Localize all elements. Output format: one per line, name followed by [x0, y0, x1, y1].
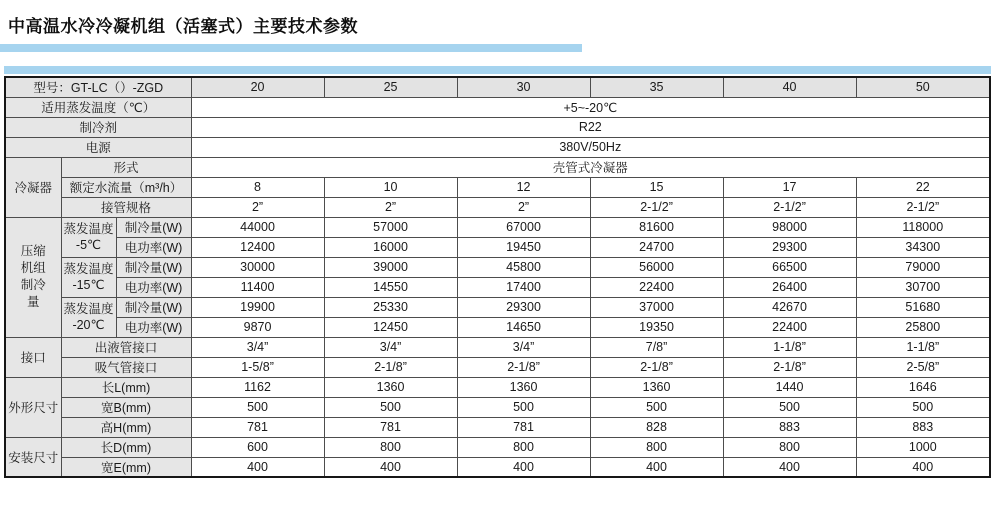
data-cell: 12450: [324, 317, 457, 337]
row-label: 接管规格: [61, 197, 191, 217]
data-cell: 500: [723, 397, 856, 417]
data-cell: 1-1/8”: [856, 337, 990, 357]
row-label: 出液管接口: [61, 337, 191, 357]
table-row-pipe-spec: [5, 197, 990, 217]
data-cell: 2-1/2”: [723, 197, 856, 217]
data-cell: 400: [856, 457, 990, 477]
data-cell: 500: [590, 397, 723, 417]
data-cell: 81600: [590, 217, 723, 237]
data-cell: 30700: [856, 277, 990, 297]
data-cell: 51680: [856, 297, 990, 317]
data-cell: 500: [191, 397, 324, 417]
data-cell: 10: [324, 177, 457, 197]
page-title: 中高温水冷冷凝机组（活塞式）主要技术参数: [8, 17, 358, 36]
table-accent-bar: [4, 66, 991, 74]
table-row-liquid-pipe: [5, 337, 990, 357]
table-row-capacity-minus5: [5, 217, 990, 237]
model-col-header: 20: [191, 77, 324, 97]
evap-temp-label: 蒸发温度: [63, 221, 114, 236]
data-cell: 17: [723, 177, 856, 197]
data-cell: 1-1/8”: [723, 337, 856, 357]
data-cell: 800: [457, 437, 590, 457]
table-row-refrigerant: [5, 117, 990, 137]
data-cell: 600: [191, 437, 324, 457]
row-label: 电源: [5, 137, 191, 157]
data-cell: 1-5/8”: [191, 357, 324, 377]
data-cell: 400: [723, 457, 856, 477]
data-cell: 67000: [457, 217, 590, 237]
data-cell: 1440: [723, 377, 856, 397]
data-cell: 3/4”: [324, 337, 457, 357]
table-row-length-d: [5, 437, 990, 457]
table-row-height-h: [5, 417, 990, 437]
data-cell: 34300: [856, 237, 990, 257]
evap-temp-value: -5℃: [75, 238, 102, 252]
data-cell: 2-1/8”: [590, 357, 723, 377]
data-cell: 12400: [191, 237, 324, 257]
data-cell: 17400: [457, 277, 590, 297]
group-label-condenser: 冷凝器: [5, 157, 61, 217]
row-label: 宽E(mm): [61, 457, 191, 477]
data-cell: 45800: [457, 257, 590, 277]
data-cell: 57000: [324, 217, 457, 237]
data-cell: 39000: [324, 257, 457, 277]
data-cell: 1360: [590, 377, 723, 397]
data-cell: 79000: [856, 257, 990, 277]
data-cell: 7/8”: [590, 337, 723, 357]
table-row-water-flow: [5, 177, 990, 197]
group-label-line: 制冷: [20, 278, 46, 292]
data-cell: 14650: [457, 317, 590, 337]
row-label: 高H(mm): [61, 417, 191, 437]
data-cell: 3/4”: [457, 337, 590, 357]
table-row-length-l: [5, 377, 990, 397]
row-label: 电功率(W): [116, 237, 191, 257]
data-cell: 30000: [191, 257, 324, 277]
row-label: 形式: [61, 157, 191, 177]
evap-temp-cell: [61, 257, 116, 297]
table-row-power-minus15: [5, 277, 990, 297]
data-cell: 24700: [590, 237, 723, 257]
evap-temp-label: 蒸发温度: [63, 261, 114, 276]
data-cell: 66500: [723, 257, 856, 277]
row-label: 电功率(W): [116, 277, 191, 297]
table-row-power-minus20: [5, 317, 990, 337]
data-cell: 500: [457, 397, 590, 417]
row-label: 制冷剂: [5, 117, 191, 137]
table-row-condenser-form: [5, 157, 990, 177]
data-cell: 29300: [457, 297, 590, 317]
data-cell: 19900: [191, 297, 324, 317]
table-row-width-e: [5, 457, 990, 477]
data-cell: 12: [457, 177, 590, 197]
row-label: 宽B(mm): [61, 397, 191, 417]
row-label: 制冷量(W): [116, 217, 191, 237]
data-cell: 1000: [856, 437, 990, 457]
table-row-capacity-minus15: [5, 257, 990, 277]
evap-temp-value: -20℃: [72, 318, 105, 332]
data-cell: 118000: [856, 217, 990, 237]
data-cell: 400: [457, 457, 590, 477]
data-cell: 1162: [191, 377, 324, 397]
data-cell: 22400: [590, 277, 723, 297]
data-cell: 8: [191, 177, 324, 197]
group-label-dimensions: 外形尺寸: [5, 377, 61, 437]
group-label-compressor: [5, 217, 61, 337]
title-accent-bar: [0, 44, 582, 52]
data-cell: 14550: [324, 277, 457, 297]
data-cell: 400: [324, 457, 457, 477]
data-cell: 800: [324, 437, 457, 457]
row-label: 长D(mm): [61, 437, 191, 457]
merged-value-cell: +5~-20℃: [191, 97, 990, 117]
table-row-suction-pipe: [5, 357, 990, 377]
evap-temp-label: 蒸发温度: [63, 301, 114, 316]
data-cell: 800: [590, 437, 723, 457]
group-label-connections: 接口: [5, 337, 61, 377]
data-cell: 781: [457, 417, 590, 437]
data-cell: 2-1/8”: [457, 357, 590, 377]
data-cell: 883: [856, 417, 990, 437]
data-cell: 883: [723, 417, 856, 437]
data-cell: 800: [723, 437, 856, 457]
group-label-installation: 安装尺寸: [5, 437, 61, 477]
data-cell: 29300: [723, 237, 856, 257]
data-cell: 22400: [723, 317, 856, 337]
model-label-cell: 型号：GT-LC（）-ZGD: [5, 77, 191, 97]
merged-value-cell: 380V/50Hz: [191, 137, 990, 157]
data-cell: 500: [856, 397, 990, 417]
data-cell: 26400: [723, 277, 856, 297]
model-col-header: 25: [324, 77, 457, 97]
evap-temp-cell: [61, 217, 116, 257]
data-cell: 1360: [324, 377, 457, 397]
merged-value-cell: 壳管式冷凝器: [191, 157, 990, 177]
model-col-header: 30: [457, 77, 590, 97]
spec-table: [4, 76, 991, 478]
evap-temp-value: -15℃: [72, 278, 105, 292]
table-row-header: [5, 77, 990, 97]
data-cell: 2-1/2”: [856, 197, 990, 217]
data-cell: 2-1/8”: [723, 357, 856, 377]
data-cell: 11400: [191, 277, 324, 297]
row-label: 制冷量(W): [116, 297, 191, 317]
data-cell: 2”: [191, 197, 324, 217]
row-label: 制冷量(W): [116, 257, 191, 277]
row-label: 长L(mm): [61, 377, 191, 397]
data-cell: 2-1/2”: [590, 197, 723, 217]
group-label-line: 量: [26, 294, 40, 309]
table-row-width-b: [5, 397, 990, 417]
row-label: 适用蒸发温度（℃）: [5, 97, 191, 117]
group-label-line: 压缩: [20, 244, 46, 259]
data-cell: 42670: [723, 297, 856, 317]
data-cell: 2”: [457, 197, 590, 217]
row-label: 电功率(W): [116, 317, 191, 337]
group-label-line: 机组: [20, 261, 46, 276]
data-cell: 22: [856, 177, 990, 197]
data-cell: 98000: [723, 217, 856, 237]
data-cell: 25330: [324, 297, 457, 317]
table-row-capacity-minus20: [5, 297, 990, 317]
data-cell: 2”: [324, 197, 457, 217]
data-cell: 19450: [457, 237, 590, 257]
table-row-evap-range: [5, 97, 990, 117]
data-cell: 3/4”: [191, 337, 324, 357]
row-label: 吸气管接口: [61, 357, 191, 377]
data-cell: 19350: [590, 317, 723, 337]
data-cell: 15: [590, 177, 723, 197]
table-row-power-supply: [5, 137, 990, 157]
data-cell: 37000: [590, 297, 723, 317]
data-cell: 781: [191, 417, 324, 437]
data-cell: 16000: [324, 237, 457, 257]
data-cell: 500: [324, 397, 457, 417]
data-cell: 781: [324, 417, 457, 437]
data-cell: 400: [590, 457, 723, 477]
data-cell: 400: [191, 457, 324, 477]
evap-temp-cell: [61, 297, 116, 337]
data-cell: 2-5/8”: [856, 357, 990, 377]
data-cell: 44000: [191, 217, 324, 237]
model-col-header: 50: [856, 77, 990, 97]
data-cell: 9870: [191, 317, 324, 337]
row-label: 额定水流量（m³/h）: [61, 177, 191, 197]
model-col-header: 40: [723, 77, 856, 97]
data-cell: 56000: [590, 257, 723, 277]
data-cell: 1646: [856, 377, 990, 397]
data-cell: 25800: [856, 317, 990, 337]
data-cell: 2-1/8”: [324, 357, 457, 377]
data-cell: 828: [590, 417, 723, 437]
merged-value-cell: R22: [191, 117, 990, 137]
data-cell: 1360: [457, 377, 590, 397]
table-row-power-minus5: [5, 237, 990, 257]
model-col-header: 35: [590, 77, 723, 97]
